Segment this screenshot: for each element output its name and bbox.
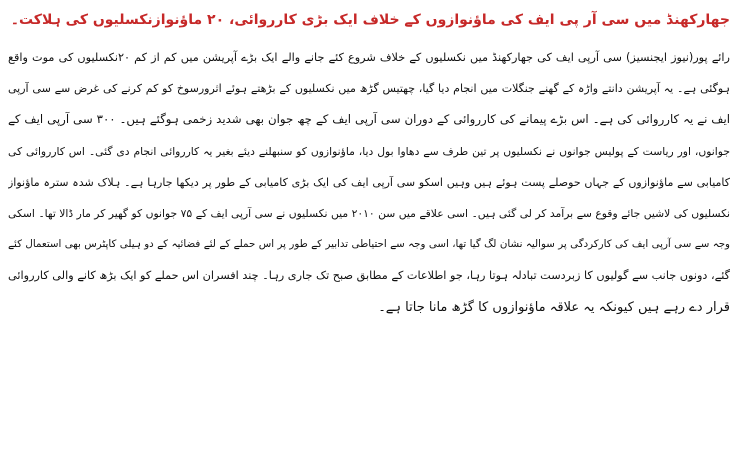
article-line: ہوگئی ہے۔ یہ آپریشن دانتے واڑہ کے گھنے جنگلات میں انجام دیا گیا، چھتیس گڑھ میں نکسلیوں کے بڑھتے ہوئے اثرورسوخ کو کم کرنے کی غرض سے سی آرپی [8, 82, 730, 96]
article-line-last: قرار دے رہے ہیں کیونکہ یہ علاقہ ماؤنوازوں کا گڑھ مانا جاتا ہے۔ [378, 299, 730, 315]
article-line: جوانوں، اور ریاست کے پولیس جوانوں نے نکسلیوں پر تین طرف سے دھاوا بول دیا، ماؤنوازوں کو سنبھلنے دیئے بغیر یہ کارروائی انجام دی گئی۔ اس کارروائی کی [8, 144, 730, 158]
article-headline: جھارکھنڈ میں سی آر پی ایف کی ماؤنوازوں کے خلاف ایک بڑی کارروائی، ۲۰ ماؤنوازنکسلیوں کی ہلاکت۔ [10, 12, 730, 28]
article-line: کامیابی سے ماؤنوازوں کے جہاں حوصلے پست ہوئے ہیں وہیں اسکو سی آرپی ایف کی ایک بڑی کامیابی کے طور پر دیکھا جارہا ہے۔ ہلاک شدہ سترہ ماؤنواز [8, 175, 730, 189]
article-line: گئے، دونوں جانب سے گولیوں کا زبردست تبادلہ ہوتا رہا، جو اطلاعات کے مطابق صبح تک جاری رہا۔ چند افسران اس حملے کو ایک بڑھ کانے والی کارروائی [8, 269, 730, 283]
article-line: رائے پور(نیوز ایجنسیز) سی آرپی ایف کی جھارکھنڈ میں نکسلیوں کے خلاف شروع کئے جانے والے ایک بڑے آپریشن میں کم از کم ۲۰نکسلیوں کی موت واقع [8, 51, 730, 64]
article-body [8, 42, 730, 323]
article-line: وجہ سے سی آرپی ایف کی کارکردگی پر سوالیہ نشان لگ گیا تھا، اسی وجہ سے احتیاطی تدابیر کے طور پر اس حملے کے لئے فضائیہ کے دو ہیلی کاپٹرس بھی استعمال کئے [8, 238, 730, 251]
article-line: نکسلیوں کی لاشیں جائے وقوع سے برآمد کر لی گئی ہیں۔ اسی علاقے میں سن ۲۰۱۰ میں نکسلیوں نے سی آرپی ایف کے ۷۵ جوانوں کو گھیر کر مار ڈالا تھا۔ اسکی [8, 207, 730, 221]
article-line: ایف نے یہ کارروائی کی ہے۔ اس بڑے پیمانے کی کارروائی کے دوران سی آرپی ایف کے چھ جوان بھی شدید زخمی ہوگئے ہیں۔ ۳۰۰ سی آرپی ایف کے [8, 112, 730, 127]
